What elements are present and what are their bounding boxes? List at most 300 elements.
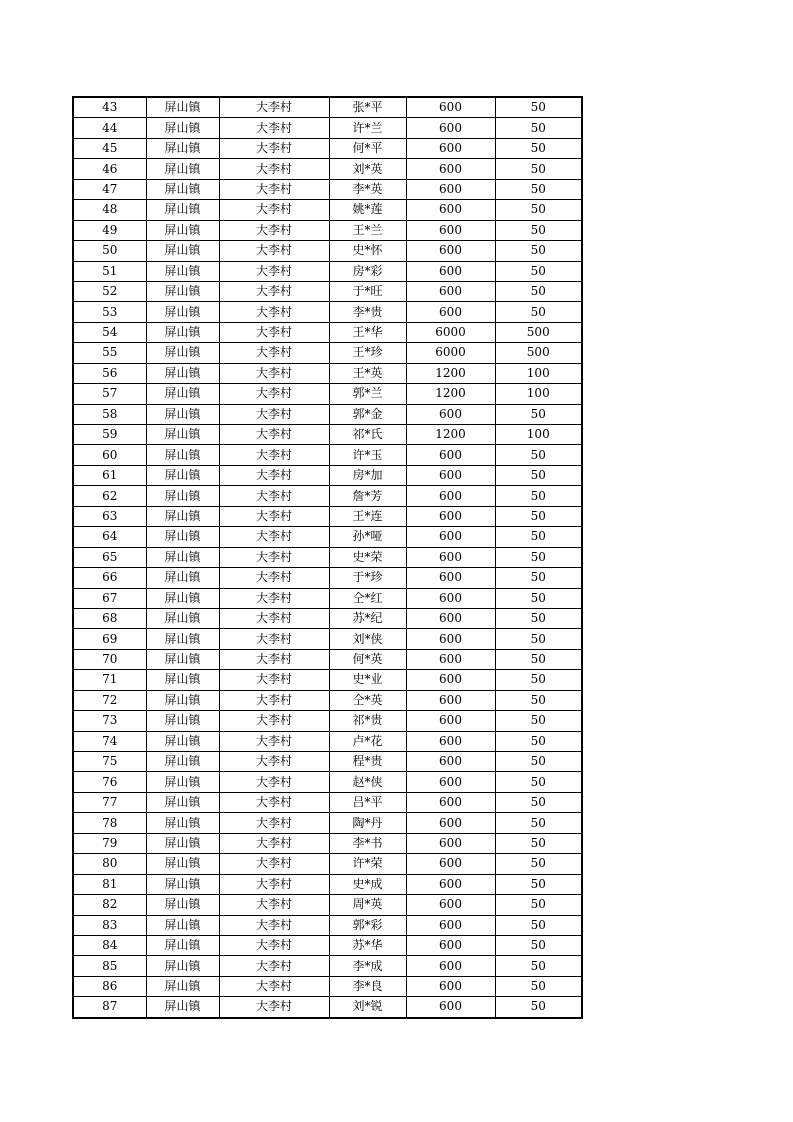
table-row bbox=[73, 404, 582, 424]
amount-cell: 1200 bbox=[406, 384, 495, 404]
name-cell: 王*连 bbox=[329, 506, 406, 526]
name-cell: 陶*丹 bbox=[329, 813, 406, 833]
town-cell: 屏山镇 bbox=[146, 241, 219, 261]
town-cell: 屏山镇 bbox=[146, 261, 219, 281]
table-row bbox=[73, 384, 582, 404]
village-cell: 大李村 bbox=[219, 404, 329, 424]
row-number-cell: 79 bbox=[73, 833, 146, 853]
town-cell: 屏山镇 bbox=[146, 731, 219, 751]
subsidy-cell: 50 bbox=[495, 220, 582, 240]
amount-cell: 600 bbox=[406, 404, 495, 424]
row-number-cell: 54 bbox=[73, 322, 146, 342]
row-number-cell: 74 bbox=[73, 731, 146, 751]
table-row bbox=[73, 649, 582, 669]
name-cell: 何*平 bbox=[329, 138, 406, 158]
amount-cell: 600 bbox=[406, 731, 495, 751]
village-cell: 大李村 bbox=[219, 935, 329, 955]
table-row bbox=[73, 588, 582, 608]
name-cell: 李*书 bbox=[329, 833, 406, 853]
row-number-cell: 44 bbox=[73, 118, 146, 138]
town-cell: 屏山镇 bbox=[146, 445, 219, 465]
town-cell: 屏山镇 bbox=[146, 792, 219, 812]
table-row bbox=[73, 874, 582, 894]
village-cell: 大李村 bbox=[219, 772, 329, 792]
subsidy-cell: 50 bbox=[495, 772, 582, 792]
amount-cell: 1200 bbox=[406, 363, 495, 383]
table-row bbox=[73, 997, 582, 1018]
village-cell: 大李村 bbox=[219, 670, 329, 690]
town-cell: 屏山镇 bbox=[146, 322, 219, 342]
village-cell: 大李村 bbox=[219, 527, 329, 547]
row-number-cell: 43 bbox=[73, 97, 146, 118]
town-cell: 屏山镇 bbox=[146, 935, 219, 955]
name-cell: 李*良 bbox=[329, 976, 406, 996]
name-cell: 于*旺 bbox=[329, 281, 406, 301]
village-cell: 大李村 bbox=[219, 813, 329, 833]
subsidy-cell: 50 bbox=[495, 997, 582, 1018]
amount-cell: 600 bbox=[406, 608, 495, 628]
town-cell: 屏山镇 bbox=[146, 527, 219, 547]
row-number-cell: 84 bbox=[73, 935, 146, 955]
row-number-cell: 63 bbox=[73, 506, 146, 526]
village-cell: 大李村 bbox=[219, 568, 329, 588]
village-cell: 大李村 bbox=[219, 792, 329, 812]
subsidy-cell: 50 bbox=[495, 956, 582, 976]
village-cell: 大李村 bbox=[219, 956, 329, 976]
table-row bbox=[73, 118, 582, 138]
row-number-cell: 65 bbox=[73, 547, 146, 567]
amount-cell: 600 bbox=[406, 752, 495, 772]
village-cell: 大李村 bbox=[219, 547, 329, 567]
town-cell: 屏山镇 bbox=[146, 813, 219, 833]
town-cell: 屏山镇 bbox=[146, 690, 219, 710]
table-row bbox=[73, 752, 582, 772]
amount-cell: 600 bbox=[406, 854, 495, 874]
row-number-cell: 58 bbox=[73, 404, 146, 424]
name-cell: 姚*莲 bbox=[329, 200, 406, 220]
town-cell: 屏山镇 bbox=[146, 874, 219, 894]
town-cell: 屏山镇 bbox=[146, 179, 219, 199]
town-cell: 屏山镇 bbox=[146, 138, 219, 158]
row-number-cell: 78 bbox=[73, 813, 146, 833]
row-number-cell: 69 bbox=[73, 629, 146, 649]
village-cell: 大李村 bbox=[219, 425, 329, 445]
table-row bbox=[73, 935, 582, 955]
town-cell: 屏山镇 bbox=[146, 629, 219, 649]
row-number-cell: 68 bbox=[73, 608, 146, 628]
name-cell: 王*兰 bbox=[329, 220, 406, 240]
town-cell: 屏山镇 bbox=[146, 752, 219, 772]
amount-cell: 600 bbox=[406, 281, 495, 301]
row-number-cell: 53 bbox=[73, 302, 146, 322]
row-number-cell: 60 bbox=[73, 445, 146, 465]
name-cell: 王*华 bbox=[329, 322, 406, 342]
table-row bbox=[73, 486, 582, 506]
subsidy-cell: 50 bbox=[495, 281, 582, 301]
table-row bbox=[73, 895, 582, 915]
subsidy-cell: 50 bbox=[495, 404, 582, 424]
table-row bbox=[73, 792, 582, 812]
table-row bbox=[73, 568, 582, 588]
village-cell: 大李村 bbox=[219, 997, 329, 1018]
table-row bbox=[73, 711, 582, 731]
table-row bbox=[73, 629, 582, 649]
row-number-cell: 80 bbox=[73, 854, 146, 874]
roster-table bbox=[72, 96, 583, 1019]
town-cell: 屏山镇 bbox=[146, 404, 219, 424]
subsidy-cell: 50 bbox=[495, 895, 582, 915]
amount-cell: 600 bbox=[406, 159, 495, 179]
name-cell: 赵*侠 bbox=[329, 772, 406, 792]
town-cell: 屏山镇 bbox=[146, 608, 219, 628]
town-cell: 屏山镇 bbox=[146, 976, 219, 996]
amount-cell: 600 bbox=[406, 895, 495, 915]
subsidy-cell: 50 bbox=[495, 976, 582, 996]
name-cell: 祁*氏 bbox=[329, 425, 406, 445]
table-row bbox=[73, 731, 582, 751]
row-number-cell: 50 bbox=[73, 241, 146, 261]
row-number-cell: 83 bbox=[73, 915, 146, 935]
row-number-cell: 51 bbox=[73, 261, 146, 281]
row-number-cell: 73 bbox=[73, 711, 146, 731]
village-cell: 大李村 bbox=[219, 261, 329, 281]
table-row bbox=[73, 527, 582, 547]
row-number-cell: 87 bbox=[73, 997, 146, 1018]
name-cell: 李*英 bbox=[329, 179, 406, 199]
town-cell: 屏山镇 bbox=[146, 547, 219, 567]
row-number-cell: 64 bbox=[73, 527, 146, 547]
name-cell: 郭*彩 bbox=[329, 915, 406, 935]
village-cell: 大李村 bbox=[219, 506, 329, 526]
row-number-cell: 76 bbox=[73, 772, 146, 792]
table-row bbox=[73, 690, 582, 710]
subsidy-cell: 50 bbox=[495, 527, 582, 547]
row-number-cell: 62 bbox=[73, 486, 146, 506]
name-cell: 郭*金 bbox=[329, 404, 406, 424]
town-cell: 屏山镇 bbox=[146, 588, 219, 608]
village-cell: 大李村 bbox=[219, 159, 329, 179]
name-cell: 王*英 bbox=[329, 363, 406, 383]
village-cell: 大李村 bbox=[219, 486, 329, 506]
row-number-cell: 47 bbox=[73, 179, 146, 199]
row-number-cell: 70 bbox=[73, 649, 146, 669]
town-cell: 屏山镇 bbox=[146, 772, 219, 792]
town-cell: 屏山镇 bbox=[146, 649, 219, 669]
amount-cell: 600 bbox=[406, 813, 495, 833]
subsidy-cell: 500 bbox=[495, 343, 582, 363]
village-cell: 大李村 bbox=[219, 343, 329, 363]
village-cell: 大李村 bbox=[219, 179, 329, 199]
town-cell: 屏山镇 bbox=[146, 220, 219, 240]
name-cell: 仝*红 bbox=[329, 588, 406, 608]
subsidy-cell: 50 bbox=[495, 874, 582, 894]
town-cell: 屏山镇 bbox=[146, 281, 219, 301]
village-cell: 大李村 bbox=[219, 118, 329, 138]
subsidy-cell: 50 bbox=[495, 649, 582, 669]
table-row bbox=[73, 302, 582, 322]
subsidy-cell: 50 bbox=[495, 138, 582, 158]
town-cell: 屏山镇 bbox=[146, 833, 219, 853]
village-cell: 大李村 bbox=[219, 629, 329, 649]
amount-cell: 6000 bbox=[406, 343, 495, 363]
village-cell: 大李村 bbox=[219, 220, 329, 240]
town-cell: 屏山镇 bbox=[146, 302, 219, 322]
subsidy-cell: 50 bbox=[495, 690, 582, 710]
village-cell: 大李村 bbox=[219, 690, 329, 710]
amount-cell: 600 bbox=[406, 976, 495, 996]
row-number-cell: 57 bbox=[73, 384, 146, 404]
subsidy-cell: 50 bbox=[495, 445, 582, 465]
amount-cell: 600 bbox=[406, 445, 495, 465]
table-row bbox=[73, 813, 582, 833]
amount-cell: 600 bbox=[406, 138, 495, 158]
row-number-cell: 56 bbox=[73, 363, 146, 383]
name-cell: 刘*锐 bbox=[329, 997, 406, 1018]
table-row bbox=[73, 956, 582, 976]
table-row bbox=[73, 547, 582, 567]
town-cell: 屏山镇 bbox=[146, 384, 219, 404]
village-cell: 大李村 bbox=[219, 465, 329, 485]
name-cell: 史*荣 bbox=[329, 547, 406, 567]
amount-cell: 600 bbox=[406, 915, 495, 935]
subsidy-cell: 50 bbox=[495, 915, 582, 935]
row-number-cell: 52 bbox=[73, 281, 146, 301]
name-cell: 李*贵 bbox=[329, 302, 406, 322]
row-number-cell: 67 bbox=[73, 588, 146, 608]
village-cell: 大李村 bbox=[219, 384, 329, 404]
town-cell: 屏山镇 bbox=[146, 159, 219, 179]
name-cell: 祁*贵 bbox=[329, 711, 406, 731]
amount-cell: 600 bbox=[406, 302, 495, 322]
table-row bbox=[73, 200, 582, 220]
amount-cell: 600 bbox=[406, 486, 495, 506]
name-cell: 孙*哑 bbox=[329, 527, 406, 547]
town-cell: 屏山镇 bbox=[146, 118, 219, 138]
subsidy-cell: 50 bbox=[495, 159, 582, 179]
subsidy-cell: 50 bbox=[495, 833, 582, 853]
amount-cell: 600 bbox=[406, 241, 495, 261]
village-cell: 大李村 bbox=[219, 138, 329, 158]
row-number-cell: 77 bbox=[73, 792, 146, 812]
table-row bbox=[73, 506, 582, 526]
name-cell: 刘*侠 bbox=[329, 629, 406, 649]
table-row bbox=[73, 220, 582, 240]
amount-cell: 600 bbox=[406, 465, 495, 485]
subsidy-cell: 50 bbox=[495, 547, 582, 567]
row-number-cell: 66 bbox=[73, 568, 146, 588]
town-cell: 屏山镇 bbox=[146, 568, 219, 588]
subsidy-cell: 50 bbox=[495, 935, 582, 955]
name-cell: 于*珍 bbox=[329, 568, 406, 588]
subsidy-cell: 50 bbox=[495, 752, 582, 772]
subsidy-cell: 100 bbox=[495, 363, 582, 383]
row-number-cell: 85 bbox=[73, 956, 146, 976]
row-number-cell: 75 bbox=[73, 752, 146, 772]
town-cell: 屏山镇 bbox=[146, 506, 219, 526]
name-cell: 许*荣 bbox=[329, 854, 406, 874]
village-cell: 大李村 bbox=[219, 281, 329, 301]
table-row bbox=[73, 772, 582, 792]
name-cell: 吕*平 bbox=[329, 792, 406, 812]
name-cell: 郭*兰 bbox=[329, 384, 406, 404]
row-number-cell: 48 bbox=[73, 200, 146, 220]
subsidy-cell: 100 bbox=[495, 425, 582, 445]
town-cell: 屏山镇 bbox=[146, 895, 219, 915]
table-row bbox=[73, 363, 582, 383]
village-cell: 大李村 bbox=[219, 97, 329, 118]
row-number-cell: 46 bbox=[73, 159, 146, 179]
table-row bbox=[73, 976, 582, 996]
roster-body bbox=[73, 97, 582, 1018]
amount-cell: 600 bbox=[406, 629, 495, 649]
amount-cell: 600 bbox=[406, 956, 495, 976]
village-cell: 大李村 bbox=[219, 711, 329, 731]
subsidy-cell: 500 bbox=[495, 322, 582, 342]
subsidy-cell: 50 bbox=[495, 854, 582, 874]
subsidy-cell: 50 bbox=[495, 97, 582, 118]
amount-cell: 600 bbox=[406, 792, 495, 812]
town-cell: 屏山镇 bbox=[146, 97, 219, 118]
amount-cell: 600 bbox=[406, 506, 495, 526]
village-cell: 大李村 bbox=[219, 445, 329, 465]
row-number-cell: 45 bbox=[73, 138, 146, 158]
town-cell: 屏山镇 bbox=[146, 997, 219, 1018]
amount-cell: 600 bbox=[406, 261, 495, 281]
village-cell: 大李村 bbox=[219, 833, 329, 853]
row-number-cell: 82 bbox=[73, 895, 146, 915]
amount-cell: 600 bbox=[406, 874, 495, 894]
village-cell: 大李村 bbox=[219, 588, 329, 608]
table-row bbox=[73, 138, 582, 158]
amount-cell: 600 bbox=[406, 118, 495, 138]
village-cell: 大李村 bbox=[219, 731, 329, 751]
amount-cell: 600 bbox=[406, 997, 495, 1018]
row-number-cell: 55 bbox=[73, 343, 146, 363]
name-cell: 史*成 bbox=[329, 874, 406, 894]
name-cell: 史*业 bbox=[329, 670, 406, 690]
row-number-cell: 61 bbox=[73, 465, 146, 485]
name-cell: 房*加 bbox=[329, 465, 406, 485]
village-cell: 大李村 bbox=[219, 649, 329, 669]
village-cell: 大李村 bbox=[219, 895, 329, 915]
table-row bbox=[73, 445, 582, 465]
subsidy-cell: 50 bbox=[495, 608, 582, 628]
table-row bbox=[73, 322, 582, 342]
amount-cell: 600 bbox=[406, 97, 495, 118]
name-cell: 卢*花 bbox=[329, 731, 406, 751]
table-row bbox=[73, 425, 582, 445]
table-row bbox=[73, 281, 582, 301]
town-cell: 屏山镇 bbox=[146, 915, 219, 935]
subsidy-cell: 50 bbox=[495, 261, 582, 281]
name-cell: 何*英 bbox=[329, 649, 406, 669]
town-cell: 屏山镇 bbox=[146, 465, 219, 485]
name-cell: 程*贵 bbox=[329, 752, 406, 772]
town-cell: 屏山镇 bbox=[146, 200, 219, 220]
village-cell: 大李村 bbox=[219, 241, 329, 261]
subsidy-cell: 50 bbox=[495, 179, 582, 199]
table-row bbox=[73, 241, 582, 261]
name-cell: 王*珍 bbox=[329, 343, 406, 363]
town-cell: 屏山镇 bbox=[146, 486, 219, 506]
village-cell: 大李村 bbox=[219, 752, 329, 772]
subsidy-cell: 50 bbox=[495, 302, 582, 322]
name-cell: 史*怀 bbox=[329, 241, 406, 261]
village-cell: 大李村 bbox=[219, 200, 329, 220]
table-row bbox=[73, 465, 582, 485]
amount-cell: 600 bbox=[406, 588, 495, 608]
table-row bbox=[73, 261, 582, 281]
village-cell: 大李村 bbox=[219, 363, 329, 383]
amount-cell: 600 bbox=[406, 935, 495, 955]
table-row bbox=[73, 670, 582, 690]
row-number-cell: 59 bbox=[73, 425, 146, 445]
amount-cell: 1200 bbox=[406, 425, 495, 445]
amount-cell: 600 bbox=[406, 547, 495, 567]
town-cell: 屏山镇 bbox=[146, 670, 219, 690]
name-cell: 刘*英 bbox=[329, 159, 406, 179]
village-cell: 大李村 bbox=[219, 608, 329, 628]
name-cell: 詹*芳 bbox=[329, 486, 406, 506]
amount-cell: 600 bbox=[406, 670, 495, 690]
town-cell: 屏山镇 bbox=[146, 343, 219, 363]
subsidy-cell: 50 bbox=[495, 241, 582, 261]
amount-cell: 600 bbox=[406, 179, 495, 199]
subsidy-cell: 50 bbox=[495, 568, 582, 588]
amount-cell: 600 bbox=[406, 690, 495, 710]
name-cell: 苏*华 bbox=[329, 935, 406, 955]
name-cell: 苏*纪 bbox=[329, 608, 406, 628]
table-row bbox=[73, 159, 582, 179]
table-row bbox=[73, 179, 582, 199]
table-row bbox=[73, 97, 582, 118]
table-row bbox=[73, 854, 582, 874]
subsidy-cell: 50 bbox=[495, 486, 582, 506]
row-number-cell: 71 bbox=[73, 670, 146, 690]
name-cell: 张*平 bbox=[329, 97, 406, 118]
subsidy-cell: 50 bbox=[495, 813, 582, 833]
town-cell: 屏山镇 bbox=[146, 363, 219, 383]
amount-cell: 6000 bbox=[406, 322, 495, 342]
town-cell: 屏山镇 bbox=[146, 425, 219, 445]
subsidy-cell: 50 bbox=[495, 711, 582, 731]
row-number-cell: 81 bbox=[73, 874, 146, 894]
row-number-cell: 86 bbox=[73, 976, 146, 996]
amount-cell: 600 bbox=[406, 711, 495, 731]
subsidy-cell: 50 bbox=[495, 118, 582, 138]
table-row bbox=[73, 915, 582, 935]
amount-cell: 600 bbox=[406, 220, 495, 240]
amount-cell: 600 bbox=[406, 568, 495, 588]
town-cell: 屏山镇 bbox=[146, 854, 219, 874]
subsidy-cell: 50 bbox=[495, 465, 582, 485]
name-cell: 许*玉 bbox=[329, 445, 406, 465]
subsidy-cell: 100 bbox=[495, 384, 582, 404]
subsidy-cell: 50 bbox=[495, 731, 582, 751]
row-number-cell: 72 bbox=[73, 690, 146, 710]
village-cell: 大李村 bbox=[219, 976, 329, 996]
name-cell: 房*彩 bbox=[329, 261, 406, 281]
subsidy-cell: 50 bbox=[495, 629, 582, 649]
town-cell: 屏山镇 bbox=[146, 711, 219, 731]
row-number-cell: 49 bbox=[73, 220, 146, 240]
name-cell: 仝*英 bbox=[329, 690, 406, 710]
village-cell: 大李村 bbox=[219, 302, 329, 322]
village-cell: 大李村 bbox=[219, 915, 329, 935]
table-row bbox=[73, 833, 582, 853]
amount-cell: 600 bbox=[406, 833, 495, 853]
name-cell: 许*兰 bbox=[329, 118, 406, 138]
